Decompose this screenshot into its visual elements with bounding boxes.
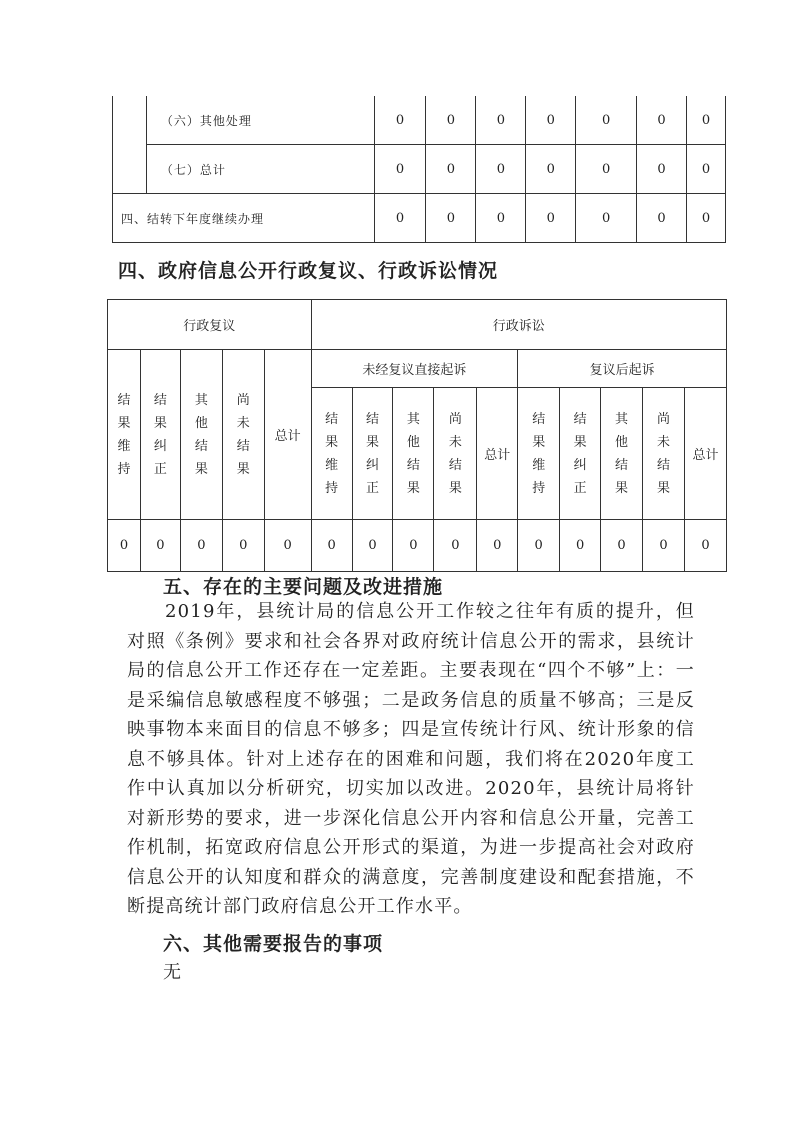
cell: 0: [686, 145, 725, 194]
cell: 0: [476, 96, 526, 145]
table-row: [113, 194, 726, 243]
cell: 0: [426, 145, 476, 194]
litigation-header: 行政诉讼: [311, 300, 726, 350]
col-header: 总计: [684, 388, 726, 520]
table-row: [108, 520, 727, 572]
row-label: （七）总计: [146, 145, 374, 194]
cell: 0: [311, 520, 352, 572]
cell: 0: [684, 520, 726, 572]
col-header: 总计: [477, 388, 518, 520]
col-header: 结果纠正: [140, 350, 180, 520]
table-row: [113, 145, 726, 194]
cell: 0: [686, 96, 725, 145]
cell: 0: [637, 194, 687, 243]
cell: 0: [374, 194, 426, 243]
cell: 0: [426, 96, 476, 145]
cell: 0: [637, 96, 687, 145]
cell: 0: [526, 96, 576, 145]
table-row: [108, 300, 727, 350]
cell: 0: [526, 194, 576, 243]
section-4-heading: 四、政府信息公开行政复议、行政诉讼情况: [118, 260, 499, 282]
cell: 0: [643, 520, 685, 572]
col-header: 其他结果: [393, 388, 434, 520]
cell: 0: [374, 96, 426, 145]
col-header: 尚未结果: [434, 388, 477, 520]
row-label: 四、结转下年度继续办理: [113, 194, 375, 243]
section-6-heading: 六、其他需要报告的事项: [163, 933, 384, 955]
col-header: 结果维持: [311, 388, 352, 520]
cell: 0: [576, 145, 637, 194]
col-header: 总计: [264, 350, 311, 520]
cell: 0: [108, 520, 141, 572]
cell: 0: [393, 520, 434, 572]
cell: 0: [264, 520, 311, 572]
col-header: 结果纠正: [560, 388, 601, 520]
section-5-paragraph: 2019年，县统计局的信息公开工作较之往年有质的提升，但对照《条例》要求和社会各界对政府统计信息公开的需求，县统计局的信息公开工作还存在一定差距。主要表现在“四个不够”上：一是采编信息敏感程度不够强；二是政务信息的质量不够高；三是反映事物本来面目的信息不够多；四是宣传统计行风、统计形象的信息不够具体。针对上述存在的困难和问题，我们将在2020年度工作中认真加以分析研究，切实加以改进。2020年，县统计局将针对新形势的要求，进一步深化信息公开内容和信息公开量，完善工作机制，拓宽政府信息公开形式的渠道，为进一步提高社会对政府信息公开的认知度和群众的满意度，完善制度建设和配套措施，不断提高统计部门政府信息公开工作水平。: [127, 601, 695, 917]
cell: 0: [426, 194, 476, 243]
cell: 0: [518, 520, 560, 572]
section-6-body: 无: [163, 962, 181, 983]
col-header: 结果纠正: [352, 388, 393, 520]
cell: 0: [601, 520, 643, 572]
cell: 0: [477, 520, 518, 572]
after-review-header: 复议后起诉: [518, 350, 727, 388]
row-label: （六）其他处理: [146, 96, 374, 145]
disposal-table: [112, 96, 726, 243]
direct-header: 未经复议直接起诉: [311, 350, 518, 388]
cell: 0: [576, 194, 637, 243]
col-header: 其他结果: [180, 350, 222, 520]
review-litigation-table: [107, 299, 727, 572]
col-header: 结果维持: [108, 350, 141, 520]
cell: 0: [140, 520, 180, 572]
review-header: 行政复议: [108, 300, 312, 350]
row-group-spacer: [113, 96, 147, 194]
cell: 0: [476, 194, 526, 243]
table-row: [108, 350, 727, 388]
cell: 0: [576, 96, 637, 145]
section-5-heading: 五、存在的主要问题及改进措施: [163, 576, 444, 598]
cell: 0: [222, 520, 264, 572]
cell: 0: [180, 520, 222, 572]
cell: 0: [686, 194, 725, 243]
cell: 0: [560, 520, 601, 572]
cell: 0: [374, 145, 426, 194]
cell: 0: [434, 520, 477, 572]
col-header: 其他结果: [601, 388, 643, 520]
cell: 0: [476, 145, 526, 194]
col-header: 尚未结果: [222, 350, 264, 520]
col-header: 尚未结果: [643, 388, 685, 520]
table-row: [113, 96, 726, 145]
cell: 0: [526, 145, 576, 194]
col-header: 结果维持: [518, 388, 560, 520]
cell: 0: [637, 145, 687, 194]
cell: 0: [352, 520, 393, 572]
